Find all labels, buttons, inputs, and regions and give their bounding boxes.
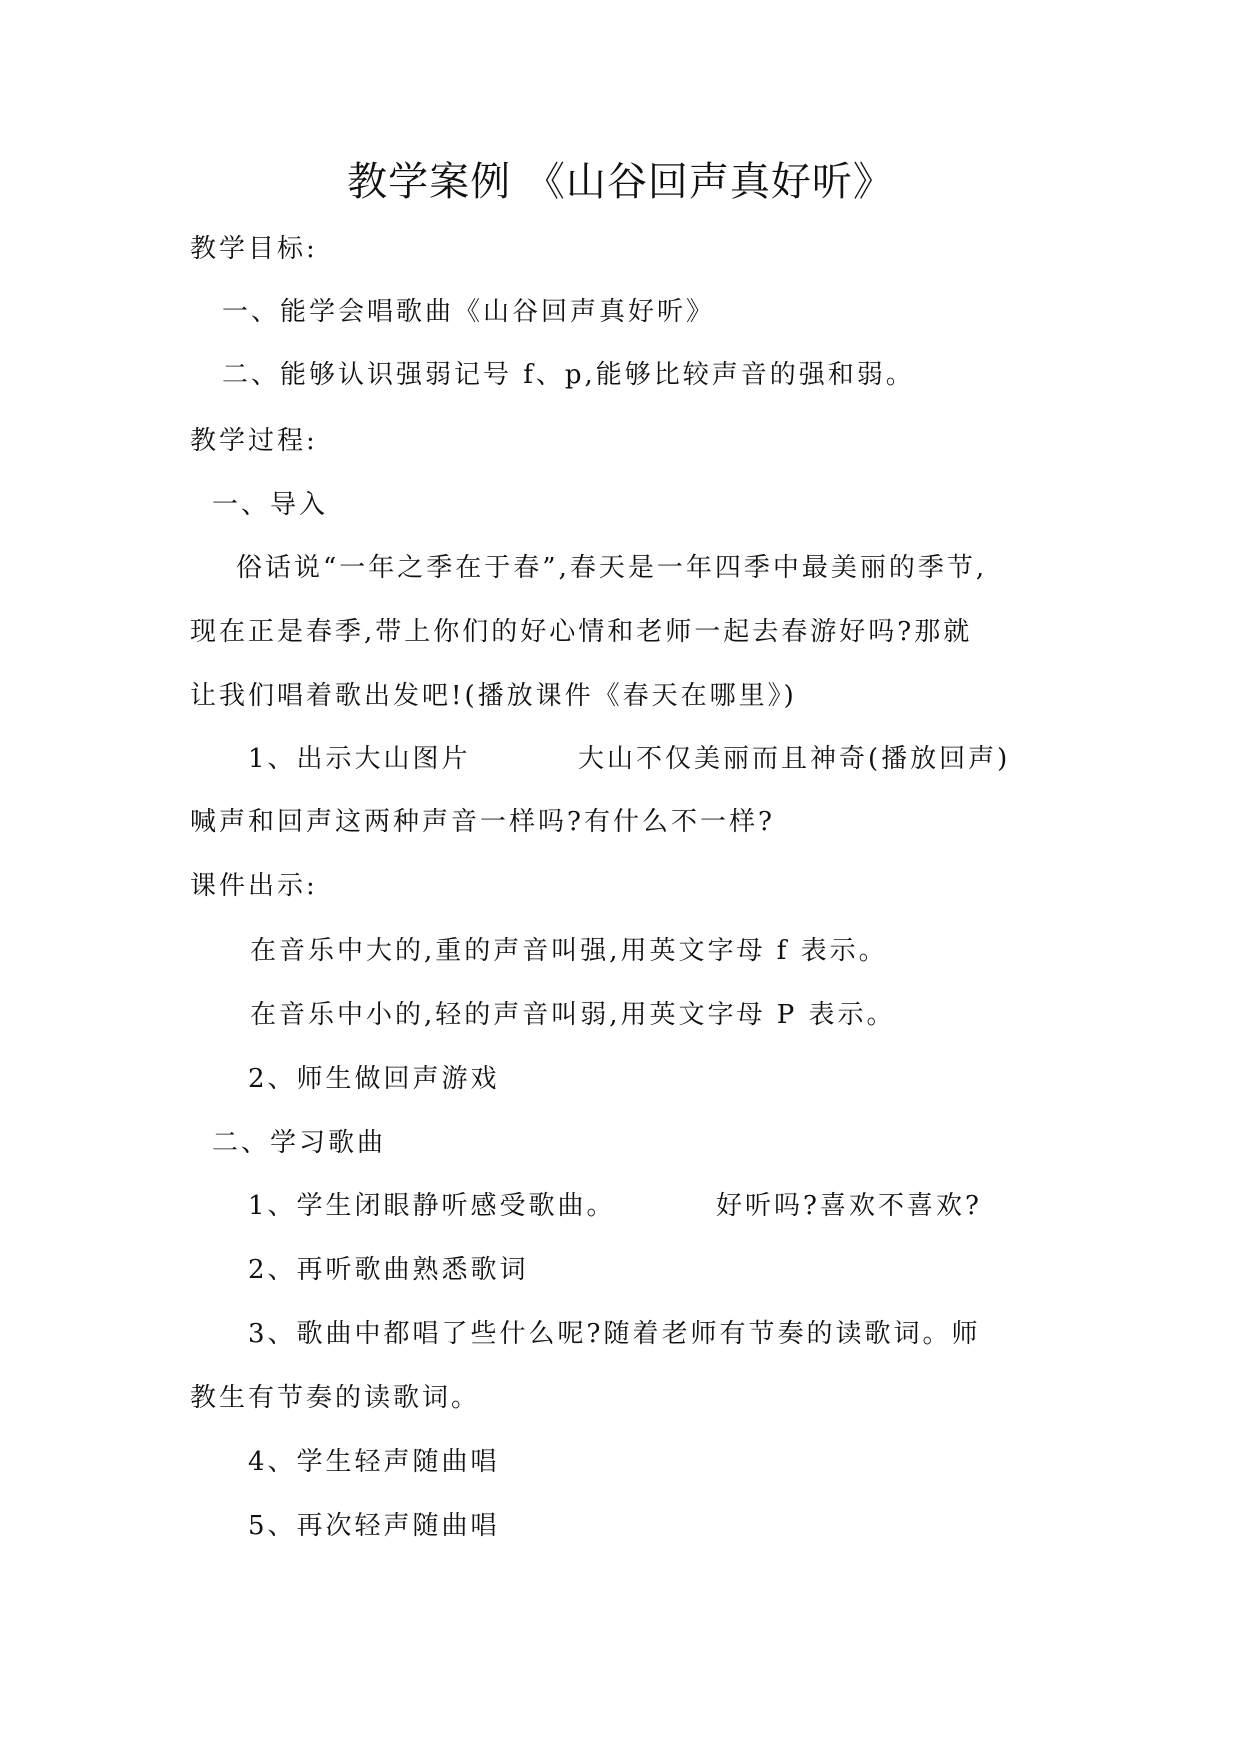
learn-step-1: 1、学生闭眼静听感受歌曲。 (248, 1191, 616, 1221)
learn-step-3-continued: 教生有节奏的读歌词。 (190, 1383, 481, 1413)
intro-paragraph-line-3: 让我们唱着歌出发吧!(播放课件《春天在哪里》) (190, 681, 797, 711)
learn-step-5: 5、再次轻声随曲唱 (248, 1511, 500, 1541)
courseware-weak: 在音乐中小的,轻的声音叫弱,用英文字母 P 表示。 (250, 1000, 896, 1030)
section-1-heading: 一、导入 (212, 490, 329, 520)
intro-paragraph-line-1: 俗话说“一年之季在于春”,春天是一年四季中最美丽的季节, (236, 553, 988, 583)
process-heading: 教学过程: (190, 426, 318, 456)
page-title: 教学案例 《山谷回声真好听》 (347, 159, 894, 205)
step-1-description: 大山不仅美丽而且神奇(播放回声) (578, 744, 1011, 774)
courseware-heading: 课件出示: (190, 871, 318, 901)
step-1-question: 喊声和回声这两种声音一样吗?有什么不一样? (190, 807, 775, 837)
goal-1: 一、能学会唱歌曲《山谷回声真好听》 (222, 297, 716, 327)
section-2-heading: 二、学习歌曲 (212, 1128, 387, 1158)
learn-step-3: 3、歌曲中都唱了些什么呢?随着老师有节奏的读歌词。师 (248, 1319, 981, 1349)
intro-paragraph-line-2: 现在正是春季,带上你们的好心情和老师一起去春游好吗?那就 (190, 617, 973, 647)
goal-2: 二、能够认识强弱记号 f、p,能够比较声音的强和弱。 (222, 360, 915, 390)
learn-step-4: 4、学生轻声随曲唱 (248, 1447, 500, 1477)
step-1-label: 1、出示大山图片 (248, 744, 471, 774)
step-2: 2、师生做回声游戏 (248, 1064, 500, 1094)
learn-step-2: 2、再听歌曲熟悉歌词 (248, 1255, 529, 1285)
goals-heading: 教学目标: (190, 234, 318, 264)
courseware-strong: 在音乐中大的,重的声音叫强,用英文字母 f 表示。 (250, 936, 888, 966)
learn-step-1-question: 好听吗?喜欢不喜欢? (716, 1191, 982, 1221)
